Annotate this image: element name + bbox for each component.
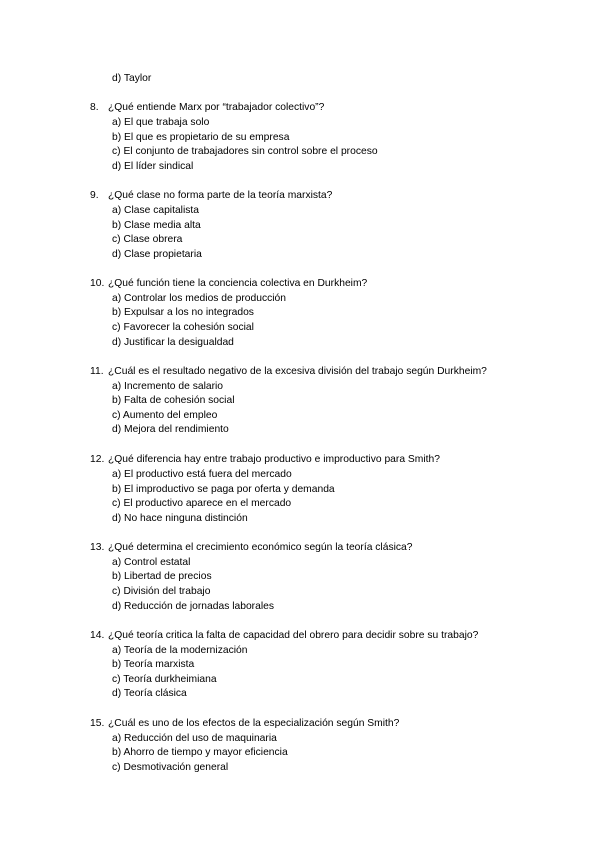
question-number: 11. — [90, 366, 104, 377]
answer-option: d) Teoría clásica — [112, 688, 187, 699]
question-number: 10. — [90, 278, 105, 289]
answer-option: b) Clase media alta — [112, 220, 201, 231]
answer-option: a) Control estatal — [112, 557, 191, 568]
question-line — [90, 190, 333, 202]
question-text: ¿Qué determina el crecimiento económico según la teoría clásica? — [108, 542, 413, 553]
answer-option: d) El líder sindical — [112, 161, 194, 172]
answer-option: d) Justificar la desigualdad — [112, 337, 234, 348]
answer-option: a) El que trabaja solo — [112, 117, 210, 128]
question-text: ¿Cuál es el resultado negativo de la excesiva división del trabajo según Durkheim? — [108, 366, 487, 377]
answer-option: a) Clase capitalista — [112, 205, 199, 216]
answer-option: b) Libertad de precios — [112, 571, 212, 582]
answer-option: d) Clase propietaria — [112, 249, 202, 260]
question-number: 9. — [90, 190, 99, 201]
answer-option: c) El productivo aparece en el mercado — [112, 498, 292, 509]
question-text: ¿Cuál es uno de los efectos de la especialización según Smith? — [108, 718, 400, 729]
question-text: ¿Qué función tiene la conciencia colectiva en Durkheim? — [108, 278, 368, 289]
question-line — [90, 718, 400, 730]
answer-option: c) Clase obrera — [112, 234, 183, 245]
answer-option: a) El productivo está fuera del mercado — [112, 469, 292, 480]
question-line — [90, 102, 325, 114]
answer-option: a) Incremento de salario — [112, 381, 224, 392]
answer-option: a) Controlar los medios de producción — [112, 293, 286, 304]
answer-option: c) Favorecer la cohesión social — [112, 322, 254, 333]
answer-option: b) El que es propietario de su empresa — [112, 132, 290, 143]
question-number: 12. — [90, 454, 105, 465]
question-line — [90, 630, 479, 642]
answer-option: a) Teoría de la modernización — [112, 645, 248, 656]
answer-option: c) Teoría durkheimiana — [112, 674, 217, 685]
question-line — [90, 366, 487, 378]
question-text: ¿Qué teoría critica la falta de capacidad del obrero para decidir sobre su trabajo? — [108, 630, 479, 641]
answer-option: c) Aumento del empleo — [112, 410, 218, 421]
answer-option: b) El improductivo se paga por oferta y demanda — [112, 484, 335, 495]
question-number: 14. — [90, 630, 105, 641]
answer-option: b) Ahorro de tiempo y mayor eficiencia — [112, 747, 288, 758]
question-line — [90, 278, 368, 290]
question-number: 13. — [90, 542, 105, 553]
answer-option: c) El conjunto de trabajadores sin control sobre el proceso — [112, 146, 378, 157]
question-text: ¿Qué clase no forma parte de la teoría marxista? — [108, 190, 333, 201]
answer-option: c) Desmotivación general — [112, 762, 229, 773]
question-text: ¿Qué entiende Marx por “trabajador colectivo”? — [108, 102, 325, 113]
answer-option: b) Expulsar a los no integrados — [112, 307, 254, 318]
question-number: 15. — [90, 718, 105, 729]
question-line — [90, 542, 413, 554]
question-text: ¿Qué diferencia hay entre trabajo productivo e improductivo para Smith? — [108, 454, 440, 465]
answer-option: c) División del trabajo — [112, 586, 211, 597]
answer-option: b) Falta de cohesión social — [112, 395, 235, 406]
orphan-option: d) Taylor — [112, 73, 152, 84]
answer-option: d) No hace ninguna distinción — [112, 513, 248, 524]
question-number: 8. — [90, 102, 99, 113]
answer-option: a) Reducción del uso de maquinaria — [112, 733, 277, 744]
answer-option: b) Teoría marxista — [112, 659, 195, 670]
answer-option: d) Mejora del rendimiento — [112, 424, 229, 435]
question-line — [90, 454, 440, 466]
answer-option: d) Reducción de jornadas laborales — [112, 601, 274, 612]
